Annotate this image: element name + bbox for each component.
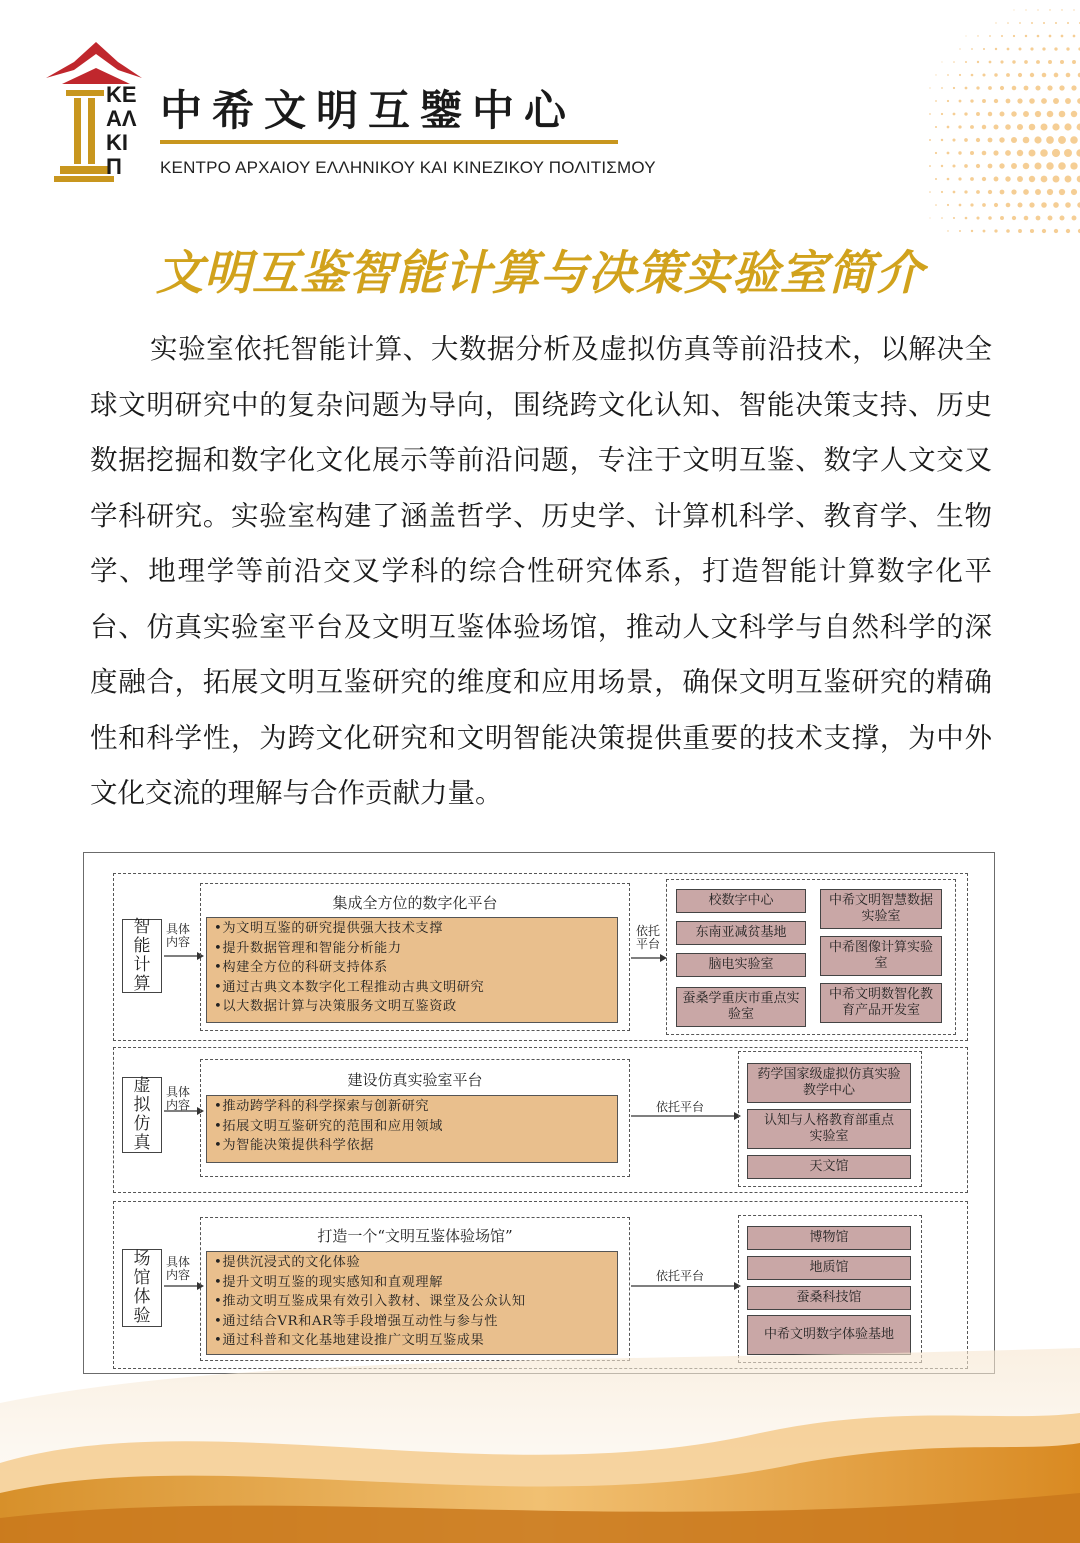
- decorative-dot: [935, 152, 937, 154]
- category-char: 拟: [133, 1095, 151, 1115]
- institution-card: 中希图像计算实验室: [820, 936, 942, 976]
- feature-item: •提升文明互鉴的现实感知和直观理解: [214, 1274, 443, 1290]
- decorative-dot: [1017, 124, 1023, 130]
- decorative-dot: [1023, 189, 1029, 195]
- decorative-dot: [929, 165, 931, 167]
- decorative-dot: [929, 87, 930, 88]
- category-venue-experience: [122, 1249, 162, 1327]
- decorative-dot: [965, 35, 966, 36]
- category-virtual-simulation: [122, 1077, 162, 1153]
- decorative-dot: [1036, 60, 1040, 64]
- decorative-dot: [983, 48, 985, 50]
- decorative-dot: [964, 112, 967, 115]
- decorative-dot: [935, 204, 937, 206]
- decorative-dot: [958, 151, 961, 154]
- decorative-dot: [977, 35, 978, 36]
- decorative-dot: [1029, 98, 1035, 104]
- decorative-dot: [1035, 85, 1040, 90]
- decorative-dot: [1024, 60, 1028, 64]
- content-label: 具体 内容: [166, 1255, 191, 1282]
- arrow-to-institutions: [631, 1281, 741, 1291]
- decorative-dot: [1034, 162, 1041, 169]
- decorative-dot: [1011, 137, 1017, 143]
- feature-item: •为智能决策提供科学依据: [214, 1138, 375, 1153]
- decorative-dot: [965, 217, 968, 220]
- feature-list-venue: [206, 1251, 618, 1355]
- decorative-dot: [976, 138, 980, 142]
- decorative-dot: [959, 74, 961, 76]
- decorative-dot: [970, 203, 973, 206]
- decorative-dot: [1064, 149, 1072, 157]
- decorative-dot: [994, 203, 998, 207]
- institution-card: 中希文明智慧数据实验室: [820, 889, 942, 929]
- category-char: 体: [133, 1287, 151, 1307]
- decorative-dot-pattern: [890, 0, 1080, 240]
- category-char: 仿: [133, 1114, 151, 1134]
- decorative-dot: [988, 164, 993, 169]
- decorative-dot: [989, 35, 991, 37]
- feature-item: •推动跨学科的科学探索与创新研究: [214, 1099, 430, 1114]
- decorative-dot: [1060, 60, 1064, 64]
- decorative-dot: [1049, 35, 1052, 38]
- arrow-to-features: [164, 1281, 204, 1291]
- decorative-dot: [947, 74, 949, 76]
- decorative-dot: [953, 191, 956, 194]
- category-char: 虚: [133, 1076, 151, 1096]
- feature-item: •通过科普和文化基地建设推广文明互鉴成果: [214, 1333, 485, 1348]
- institution-card: 蚕桑学重庆市重点实验室: [676, 987, 806, 1027]
- decorative-dot: [982, 203, 986, 207]
- decorative-dot: [982, 99, 986, 103]
- decorative-dot: [947, 178, 950, 181]
- decorative-dot: [964, 190, 967, 193]
- decorative-dot: [1000, 216, 1004, 220]
- decorative-dot: [1047, 111, 1054, 118]
- decorative-dot: [1030, 73, 1034, 77]
- decorative-dot: [999, 163, 1004, 168]
- feature-item: •拓展文明互鉴研究的范围和应用领域: [214, 1118, 443, 1134]
- decorative-dot: [1007, 48, 1010, 51]
- decorative-dot: [1006, 203, 1011, 208]
- decorative-dot: [935, 100, 937, 102]
- decorative-dot: [1031, 22, 1033, 24]
- decorative-dot: [1071, 189, 1077, 195]
- decorative-dot: [1035, 189, 1041, 195]
- decorative-dot: [952, 164, 955, 167]
- decorative-dot: [1073, 35, 1076, 38]
- decorative-dot: [1030, 229, 1034, 233]
- decorative-dot: [1011, 189, 1016, 194]
- decorative-dot: [958, 125, 961, 128]
- decorative-dot: [1011, 163, 1017, 169]
- page-title: 文明互鉴智能计算与决策实验室简介: [156, 246, 924, 301]
- feature-item: •通过结合VR和AR等手段增强互动性与参与性: [214, 1313, 499, 1329]
- decorative-dot: [1059, 189, 1065, 195]
- decorative-dot: [1018, 203, 1023, 208]
- decorative-dot: [1017, 176, 1023, 182]
- decorative-dot: [1001, 35, 1003, 37]
- decorative-dot: [1058, 136, 1066, 144]
- decorative-dot: [988, 190, 992, 194]
- decorative-dot: [947, 204, 949, 206]
- decorative-dot: [1042, 73, 1047, 78]
- decorative-dot: [1023, 111, 1029, 117]
- decorative-dot: [977, 61, 979, 63]
- content-label: 具体 内容: [166, 1085, 191, 1112]
- decorative-dot: [994, 229, 997, 232]
- decorative-dot: [1036, 216, 1041, 221]
- decorative-dot: [1029, 124, 1036, 131]
- decorative-dot: [1042, 47, 1045, 50]
- decorative-dot: [1070, 162, 1077, 169]
- decorative-dot: [989, 61, 992, 64]
- category-intelligent-computing: [122, 919, 162, 993]
- decorative-dot: [1000, 60, 1003, 63]
- decorative-dot: [941, 191, 943, 193]
- decorative-dot: [995, 48, 997, 50]
- decorative-dot: [976, 86, 979, 89]
- rely-label: 依托平台: [656, 1269, 705, 1283]
- decorative-dot: [1019, 48, 1022, 51]
- decorative-dot: [1052, 149, 1060, 157]
- logo-letters-3: ΚΙ: [106, 130, 128, 155]
- decorative-dot: [1023, 163, 1030, 170]
- category-char: 算: [133, 974, 151, 994]
- decorative-dot: [1047, 85, 1052, 90]
- decorative-dot: [970, 177, 974, 181]
- institution-card: 东南亚减贫基地: [676, 921, 806, 945]
- decorative-dot: [1024, 216, 1029, 221]
- decorative-dot: [982, 125, 986, 129]
- decorative-dot: [1012, 60, 1015, 63]
- institution-card: 药学国家级虚拟仿真实验教学中心: [747, 1063, 911, 1103]
- decorative-dot: [1059, 111, 1066, 118]
- decorative-dot: [1007, 22, 1009, 24]
- decorative-dot: [964, 164, 968, 168]
- decorative-dot: [1012, 216, 1016, 220]
- intro-paragraph: 实验室依托智能计算、大数据分析及虚拟仿真等前沿技术，以解决全球文明研究中的复杂问题为导向，围绕跨文化认知、智能决策支持、历史数据挖掘和数字化文化展示等前沿问题，专注于文明互鉴、数字人文交叉学科研究。实验室构建了涵盖哲学、历史学、计算机科学、教育学、生物学、地理学等前沿交叉学科的综合性研究体系，打造智能计算数字化平台、仿真实验室平台及文明互鉴体验场馆，推动人文科学与自然科学的深度融合，拓展文明互鉴研究的维度和应用场景，确保文明互鉴研究的精确性和科学性，为跨文化研究和文明智能决策提供重要的技术支撑，为中外文化交流的理解与合作贡献力量。: [90, 333, 992, 809]
- platform-title-simulation: 建设仿真实验室平台: [347, 1071, 483, 1089]
- decorative-dot: [1053, 176, 1060, 183]
- decorative-dot: [1013, 35, 1015, 37]
- org-name-chinese: 中希文明互鑒中心: [160, 86, 577, 135]
- decorative-dot: [941, 139, 943, 141]
- feature-list-digital: [206, 917, 618, 1023]
- decorative-dot: [1041, 202, 1047, 208]
- decorative-dot: [1047, 189, 1053, 195]
- category-char: 能: [133, 936, 151, 956]
- decorative-dot: [1041, 124, 1048, 131]
- feature-item: •为文明互鉴的研究提供强大技术支撑: [214, 921, 443, 936]
- decorative-footer-waves: [0, 1343, 1080, 1543]
- category-char: 真: [133, 1133, 151, 1153]
- decorative-dot: [959, 48, 960, 49]
- decorative-dot: [983, 230, 986, 233]
- decorative-dot: [1077, 124, 1080, 131]
- institution-card: 中希文明数字体验基地: [747, 1315, 911, 1355]
- decorative-dot: [1000, 86, 1004, 90]
- decorative-dot: [1006, 73, 1010, 77]
- decorative-dot: [941, 87, 943, 89]
- decorative-dot: [1064, 123, 1071, 130]
- decorative-dot: [1071, 111, 1077, 117]
- decorative-dot: [953, 61, 955, 63]
- institution-card: 博物馆: [747, 1226, 911, 1250]
- decorative-dot: [971, 74, 974, 77]
- decorative-dot: [971, 48, 973, 50]
- decorative-dot: [1035, 111, 1041, 117]
- decorative-dot: [1042, 229, 1046, 233]
- decorative-dot: [976, 164, 980, 168]
- feature-list-simulation: [206, 1095, 618, 1163]
- decorative-dot: [994, 125, 999, 130]
- decorative-dot: [1073, 9, 1074, 10]
- decorative-dot: [988, 216, 992, 220]
- feature-item: •推动文明互鉴成果有效引入教材、课堂及公众认知: [214, 1294, 526, 1309]
- decorative-dot: [1041, 176, 1048, 183]
- decorative-dot: [1065, 176, 1072, 183]
- org-name-greek: ΚΕΝΤΡΟ ΑΡΧΑΙΟΥ ΕΛΛΗΝΙΚΟΥ ΚΑΙ ΚΙΝΕΖΙΚΟΥ ΠΟΛΙΤΙΣΜΟΥ: [160, 158, 656, 177]
- decorative-dot: [1076, 149, 1080, 156]
- decorative-dot: [1037, 35, 1040, 38]
- lab-structure-diagram: [83, 852, 995, 1374]
- institution-card: 认知与人格教育部重点实验室: [747, 1109, 911, 1149]
- feature-item: •构建全方位的科研支持体系: [214, 960, 388, 975]
- institution-card: 校数字中心: [676, 889, 806, 913]
- decorative-dot: [935, 74, 936, 75]
- platform-title-venue: 打造一个“文明互鉴体验场馆”: [317, 1227, 513, 1245]
- decorative-dot: [1025, 35, 1027, 37]
- decorative-dot: [1012, 86, 1017, 91]
- decorative-dot: [988, 86, 992, 90]
- decorative-dot: [941, 165, 943, 167]
- decorative-dot: [947, 152, 950, 155]
- decorative-dot: [1048, 216, 1053, 221]
- decorative-dot: [1060, 216, 1065, 221]
- logo-letters-4: Π: [106, 154, 122, 179]
- decorative-dot: [1006, 229, 1010, 233]
- decorative-dot: [1072, 60, 1076, 64]
- feature-item: •以大数据计算与决策服务文明互鉴资政: [214, 999, 457, 1014]
- institution-card: 蚕桑科技馆: [747, 1286, 911, 1310]
- decorative-dot: [959, 204, 962, 207]
- decorative-dot: [971, 230, 973, 232]
- decorative-dot: [947, 230, 948, 231]
- decorative-dot: [1040, 149, 1048, 157]
- category-char: 智: [133, 917, 151, 937]
- decorative-dot: [953, 113, 956, 116]
- decorative-dot: [965, 87, 968, 90]
- decorative-dot: [929, 191, 931, 193]
- decorative-dot: [982, 73, 985, 76]
- decorative-dot: [1071, 85, 1076, 90]
- decorative-dot: [1017, 150, 1023, 156]
- decorative-dot: [1067, 22, 1069, 24]
- decorative-dot: [1054, 73, 1059, 78]
- decorative-dot: [935, 178, 937, 180]
- arrow-to-features: [164, 1106, 204, 1116]
- platform-title-digital: 集成全方位的数字化平台: [332, 894, 498, 912]
- decorative-dot: [994, 99, 998, 103]
- decorative-dot: [1053, 98, 1059, 104]
- decorative-dot: [953, 217, 955, 219]
- decorative-dot: [1049, 9, 1050, 10]
- decorative-dot: [959, 230, 961, 232]
- logo-letters-2: ΑΛ: [106, 106, 137, 131]
- arrow-to-institutions: [631, 1111, 741, 1121]
- decorative-dot: [929, 217, 930, 218]
- decorative-dot: [970, 125, 974, 129]
- decorative-dot: [994, 177, 999, 182]
- decorative-dot: [1025, 9, 1026, 10]
- decorative-dot: [1066, 73, 1071, 78]
- arrow-to-institutions: [631, 953, 667, 963]
- institution-card: 中希文明数智化教育产品开发室: [820, 983, 942, 1023]
- decorative-dot: [970, 151, 974, 155]
- decorative-dot: [958, 177, 961, 180]
- decorative-dot: [970, 99, 973, 102]
- decorative-dot: [976, 216, 979, 219]
- category-char: 场: [133, 1249, 151, 1269]
- arrow-to-features: [164, 951, 204, 961]
- rely-label: 依托平台: [656, 1100, 705, 1114]
- decorative-dot: [976, 190, 980, 194]
- center-logo: [44, 40, 144, 185]
- category-char: 馆: [133, 1268, 151, 1288]
- decorative-dot: [1029, 176, 1035, 182]
- decorative-dot: [1072, 216, 1077, 221]
- decorative-dot: [1000, 112, 1005, 117]
- decorative-dot: [959, 100, 962, 103]
- decorative-dot: [976, 112, 980, 116]
- decorative-dot: [1052, 123, 1059, 130]
- decorative-dot: [1000, 190, 1005, 195]
- decorative-dot: [965, 61, 967, 63]
- decorative-dot: [993, 150, 998, 155]
- decorative-dot: [1061, 9, 1062, 10]
- decorative-dot: [941, 61, 942, 62]
- content-label: 具体 内容: [166, 922, 191, 949]
- decorative-dot: [988, 112, 992, 116]
- decorative-dot: [1043, 22, 1045, 24]
- decorative-dot: [1070, 136, 1078, 144]
- logo-letters-1: ΚΕ: [106, 82, 137, 107]
- decorative-dot: [929, 113, 931, 115]
- decorative-dot: [1005, 124, 1011, 130]
- decorative-dot: [952, 138, 955, 141]
- decorative-dot: [1046, 136, 1054, 144]
- decorative-dot: [982, 151, 987, 156]
- header-divider: [160, 140, 618, 144]
- decorative-dot: [947, 100, 949, 102]
- decorative-dot: [1017, 98, 1022, 103]
- decorative-dot: [1018, 229, 1022, 233]
- decorative-dot: [1059, 85, 1064, 90]
- decorative-dot: [994, 73, 997, 76]
- decorative-dot: [1048, 60, 1052, 64]
- decorative-dot: [1053, 202, 1059, 208]
- decorative-dot: [1037, 9, 1038, 10]
- decorative-dot: [941, 113, 943, 115]
- decorative-dot: [982, 177, 986, 181]
- category-char: 验: [133, 1306, 151, 1326]
- decorative-dot: [1066, 229, 1070, 233]
- decorative-dot: [1006, 99, 1011, 104]
- decorative-dot: [1065, 202, 1071, 208]
- feature-item: •提升数据管理和智能分析能力: [214, 940, 402, 956]
- decorative-dot: [1024, 86, 1029, 91]
- decorative-dot: [1054, 47, 1057, 50]
- decorative-dot: [1041, 98, 1047, 104]
- decorative-dot: [929, 139, 931, 141]
- decorative-dot: [999, 137, 1004, 142]
- decorative-dot: [1011, 111, 1016, 116]
- decorative-dot: [1029, 202, 1034, 207]
- decorative-dot: [1029, 150, 1036, 157]
- decorative-dot: [1061, 35, 1064, 38]
- decorative-dot: [1054, 229, 1058, 233]
- decorative-dot: [1055, 22, 1057, 24]
- decorative-dot: [1065, 98, 1071, 104]
- decorative-dot: [947, 126, 950, 129]
- decorative-dot: [1034, 136, 1041, 143]
- decorative-dot: [1066, 47, 1069, 50]
- institution-card: 天文馆: [747, 1155, 911, 1179]
- institution-card: 脑电实验室: [676, 953, 806, 977]
- decorative-dot: [941, 217, 943, 219]
- decorative-dot: [1030, 47, 1033, 50]
- decorative-dot: [1005, 150, 1011, 156]
- decorative-dot: [988, 138, 993, 143]
- decorative-dot: [1058, 162, 1066, 170]
- decorative-dot: [964, 138, 968, 142]
- decorative-dot: [1013, 9, 1014, 10]
- decorative-dot: [1023, 137, 1030, 144]
- decorative-dot: [1018, 73, 1022, 77]
- decorative-dot: [1046, 162, 1053, 169]
- feature-item: •提供沉浸式的文化体验: [214, 1255, 361, 1270]
- rely-label: 依托 平台: [636, 924, 661, 951]
- category-char: 计: [133, 955, 151, 975]
- decorative-dot: [995, 22, 996, 23]
- decorative-dot: [953, 87, 955, 89]
- decorative-dot: [1019, 22, 1021, 24]
- institution-card: 地质馆: [747, 1256, 911, 1280]
- decorative-dot: [1005, 176, 1010, 181]
- feature-item: •通过古典文本数字化工程推动古典文明研究: [214, 979, 485, 995]
- decorative-dot: [935, 126, 937, 128]
